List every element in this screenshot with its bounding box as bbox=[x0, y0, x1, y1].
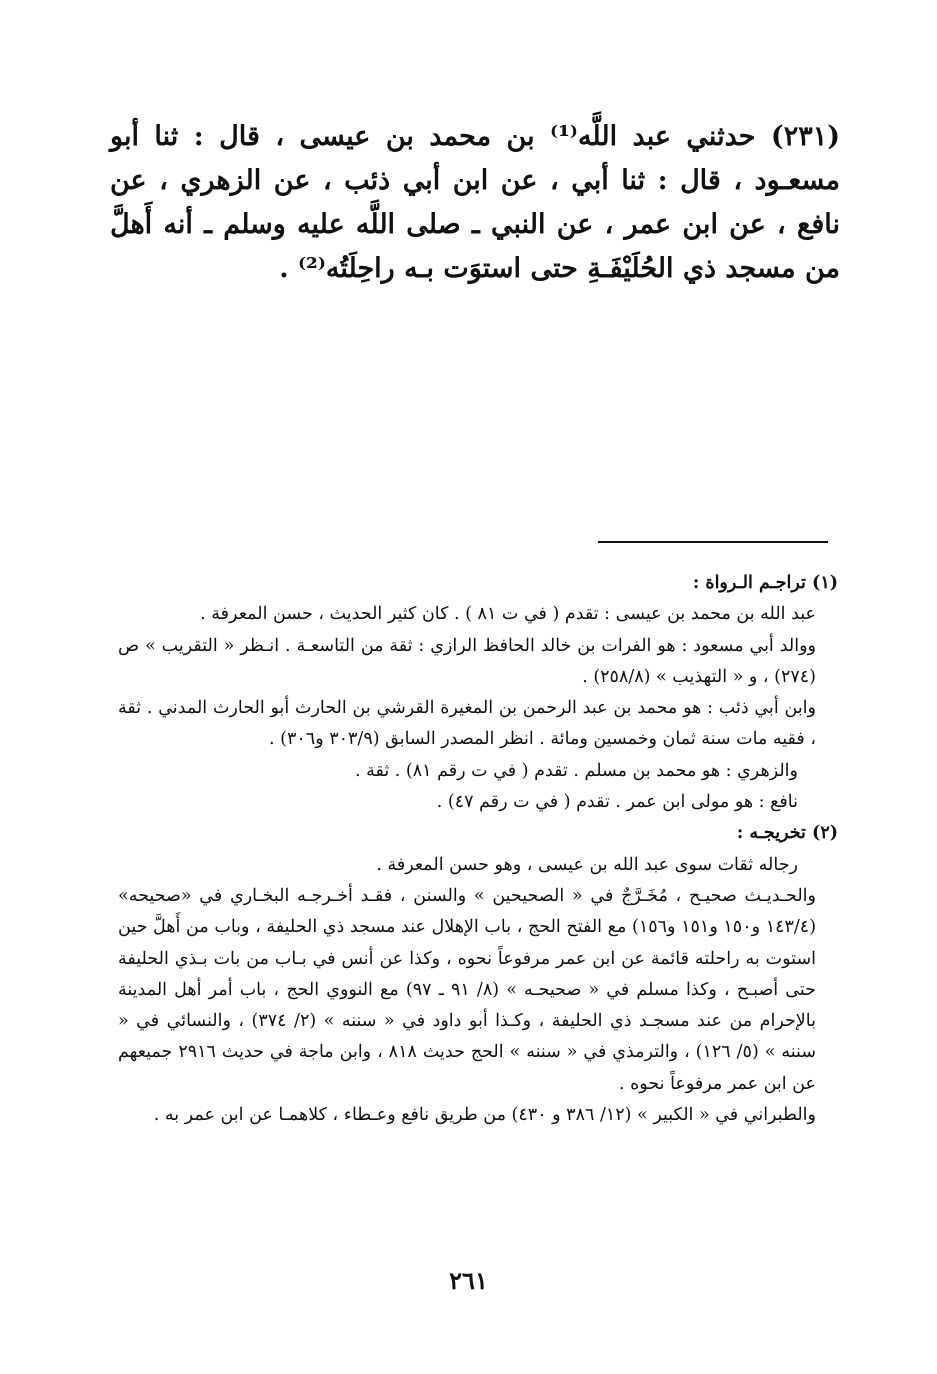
footnote-1-line: ووالد أبي مسعود : هو الفرات بن خالد الحافظ الرازي : ثقة من التاسعـة . انـظر « التقريب » ص (٢٧٤) ، و « التهذيب » (٢٥٨/٨) . bbox=[118, 635, 816, 687]
footnote-1-line: عبد الله بن محمد بن عيسى : تقدم ( في ت ٨١ ) . كان كثير الحديث ، حسن المعرفة . bbox=[200, 604, 816, 625]
footnote-1-line: والزهري : هو محمد بن مسلم . تقدم ( في ت رقم ٨١) . ثقة . bbox=[355, 760, 798, 781]
footnotes bbox=[118, 568, 838, 1131]
footnote-2-line: رجاله ثقات سوى عبد الله بن عيسى ، وهو حسن المعرفة . bbox=[376, 854, 798, 875]
footnote-divider bbox=[598, 541, 828, 543]
page-number: ٢٦١ bbox=[449, 1266, 488, 1295]
footnote-1-line: نافع : هو مولى ابن عمر . تقدم ( في ت رقم ٤٧) . bbox=[436, 792, 798, 813]
hadith-text: (٢٣١) حدثني عبد اللَّه⁽¹⁾ بن محمد بن عيسى ، قال : ثنا أبو مسعـود ، قال : ثنا أبي ، عن ابن أبي ذئب ، عن الزهري ، عن نافع ، عن ابن عمر ، عن النبي ـ صلى اللَّه عليه وسلم ـ أنه أَهلَّ من مسجد ذي الحُلَيْفَـةِ حتى استوَت بـه راحِلَتُه⁽²⁾ . bbox=[110, 121, 840, 284]
footnote-1-heading: (١) تراجـم الـرواة : bbox=[692, 573, 838, 593]
footnote-1-line: وابن أبي ذئب : هو محمد بن عبد الرحمن بن المغيرة القرشي بن الحارث أبو الحارث المدني . ثقة ، فقيه مات سنة ثمان وخمسين ومائة . انظر المصدر السابق (٣٠٣/٩ و٣٠٦) . bbox=[118, 698, 816, 750]
footnote-2-line: والحـديـث صحيـح ، مُخَـرَّجٌ في « الصحيحين » والسنن ، فقـد أخـرجـه البخـاري في «صحيحه» (١٤٣/٤ و١٥٠ و١٥١ و١٥٦) مع الفتح الحج ، باب الإهلال عند مسجد ذي الحليفة ، وباب من أَهلَّ حين استوت به راحلته قائمة عن ابن عمر مرفوعاً نحوه ، وكذا عن أنس في بـاب من بات بـذي الحليفة حتى أصبـح ، وكذا مسلم في « صحيحـه » (٨/ ٩١ ـ ٩٧) مع النووي الحج ، باب أمر أهل المدينة بالإحرام من عند مسجـد ذي الحليفة ، وكـذا أبو داود في « سننه » (٢/ ٣٧٤) ، والنسائي في « سننه » (٥/ ١٢٦) ، والترمذي في « سننه » الحج حديث ٨١٨ ، وابن ماجة في حديث ٢٩١٦ جميعهم عن ابن عمر مرفوعاً نحوه . bbox=[118, 885, 817, 1094]
footnote-2-heading: (٢) تخريجـه : bbox=[736, 823, 838, 844]
footnote-2-line: والطبراني في « الكبير » (١٢/ ٣٨٦ و ٤٣٠) من طريق نافع وعـطاء ، كلاهمـا عن ابن عمر به . bbox=[153, 1105, 816, 1126]
